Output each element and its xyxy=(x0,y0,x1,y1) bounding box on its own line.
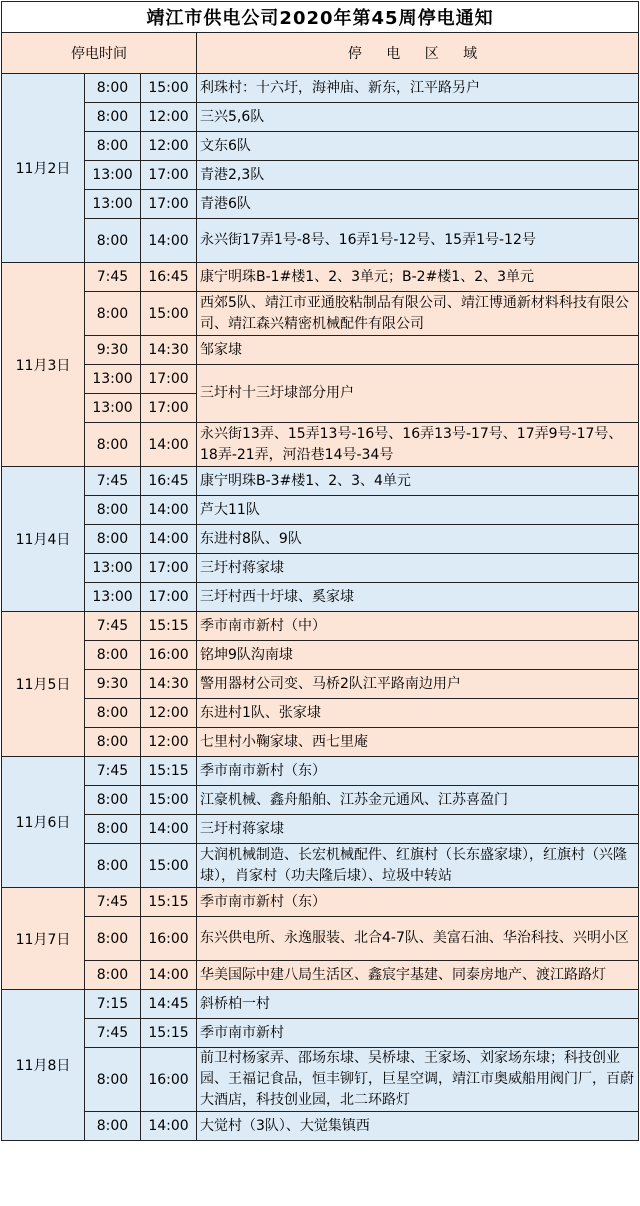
end-time: 14:00 xyxy=(141,496,197,525)
end-time: 17:00 xyxy=(141,365,197,394)
date-cell: 11月6日 xyxy=(2,757,85,888)
start-time: 7:45 xyxy=(85,263,141,292)
outage-row xyxy=(2,757,639,786)
end-time: 12:00 xyxy=(141,103,197,132)
area-cell: 季市南市新村 xyxy=(197,1019,639,1048)
end-time: 14:00 xyxy=(141,525,197,554)
area-cell: 江豪机械、鑫舟船舶、江苏金元通风、江苏喜盈门 xyxy=(197,786,639,815)
outage-row xyxy=(2,728,639,757)
outage-row xyxy=(2,525,639,554)
end-time: 15:15 xyxy=(141,1019,197,1048)
end-time: 17:00 xyxy=(141,583,197,612)
area-cell: 季市南市新村（东） xyxy=(197,757,639,786)
area-cell: 三圩村十三圩埭部分用户 xyxy=(197,365,639,423)
start-time: 8:00 xyxy=(85,1048,141,1112)
end-time: 12:00 xyxy=(141,699,197,728)
outage-row xyxy=(2,786,639,815)
start-time: 9:30 xyxy=(85,670,141,699)
start-time: 13:00 xyxy=(85,190,141,219)
end-time: 15:15 xyxy=(141,757,197,786)
date-cell: 11月5日 xyxy=(2,612,85,757)
outage-row xyxy=(2,103,639,132)
outage-row xyxy=(2,365,639,394)
end-time: 16:45 xyxy=(141,467,197,496)
start-time: 8:00 xyxy=(85,132,141,161)
date-cell: 11月4日 xyxy=(2,467,85,612)
end-time: 14:45 xyxy=(141,990,197,1019)
area-cell: 永兴街13弄、15弄13号-16号、16弄13号-17号、17弄9号-17号、18弄-21弄，河沿巷14号-34号 xyxy=(197,423,639,467)
start-time: 8:00 xyxy=(85,292,141,336)
start-time: 7:45 xyxy=(85,467,141,496)
end-time: 12:00 xyxy=(141,728,197,757)
area-cell: 铭坤9队沟南埭 xyxy=(197,641,639,670)
outage-row xyxy=(2,190,639,219)
outage-row xyxy=(2,336,639,365)
outage-row xyxy=(2,612,639,641)
area-cell: 西郊5队、靖江市亚通胶粘制品有限公司、靖江博通新材料科技有限公司、靖江森兴精密机械配件有限公司 xyxy=(197,292,639,336)
area-cell: 康宁明珠B-1#楼1、2、3单元；B-2#楼1、2、3单元 xyxy=(197,263,639,292)
start-time: 7:45 xyxy=(85,757,141,786)
outage-row xyxy=(2,641,639,670)
date-cell: 11月2日 xyxy=(2,74,85,263)
start-time: 8:00 xyxy=(85,786,141,815)
area-cell: 前卫村杨家弄、邵场东埭、吴桥埭、王家场、刘家场东埭；科技创业园、王福记食品，恒丰铆钉，巨星空调，靖江市奥威船用阀门厂，百蔚大酒店，科技创业园，北二环路灯 xyxy=(197,1048,639,1112)
start-time: 13:00 xyxy=(85,583,141,612)
area-cell: 斜桥柏一村 xyxy=(197,990,639,1019)
start-time: 13:00 xyxy=(85,394,141,423)
outage-row xyxy=(2,496,639,525)
end-time: 15:15 xyxy=(141,888,197,917)
area-cell: 七里村小鞠家埭、西七里庵 xyxy=(197,728,639,757)
start-time: 8:00 xyxy=(85,496,141,525)
area-cell: 青港2,3队 xyxy=(197,161,639,190)
end-time: 16:00 xyxy=(141,1048,197,1112)
start-time: 9:30 xyxy=(85,336,141,365)
header-time: 停电时间 xyxy=(2,33,197,74)
start-time: 8:00 xyxy=(85,423,141,467)
start-time: 8:00 xyxy=(85,917,141,961)
page-title: 靖江市供电公司2020年第45周停电通知 xyxy=(2,2,639,33)
outage-row xyxy=(2,1019,639,1048)
outage-row xyxy=(2,917,639,961)
outage-row xyxy=(2,423,639,467)
outage-row xyxy=(2,467,639,496)
area-cell: 三圩村蒋家埭 xyxy=(197,815,639,844)
start-time: 8:00 xyxy=(85,815,141,844)
outage-row xyxy=(2,670,639,699)
start-time: 8:00 xyxy=(85,844,141,888)
outage-row xyxy=(2,161,639,190)
end-time: 15:15 xyxy=(141,612,197,641)
end-time: 15:00 xyxy=(141,844,197,888)
start-time: 8:00 xyxy=(85,525,141,554)
area-cell: 永兴街17弄1号-8号、16弄1号-12号、15弄1号-12号 xyxy=(197,219,639,263)
outage-row xyxy=(2,219,639,263)
outage-row xyxy=(2,990,639,1019)
area-cell: 东进村1队、张家埭 xyxy=(197,699,639,728)
area-cell: 警用器材公司变、马桥2队江平路南边用户 xyxy=(197,670,639,699)
outage-row xyxy=(2,1112,639,1141)
start-time: 8:00 xyxy=(85,961,141,990)
end-time: 12:00 xyxy=(141,132,197,161)
start-time: 8:00 xyxy=(85,728,141,757)
outage-row xyxy=(2,815,639,844)
end-time: 17:00 xyxy=(141,190,197,219)
end-time: 17:00 xyxy=(141,394,197,423)
area-cell: 芦大11队 xyxy=(197,496,639,525)
area-cell: 季市南市新村（中） xyxy=(197,612,639,641)
start-time: 8:00 xyxy=(85,219,141,263)
start-time: 13:00 xyxy=(85,161,141,190)
date-cell: 11月8日 xyxy=(2,990,85,1141)
date-cell: 11月7日 xyxy=(2,888,85,990)
start-time: 8:00 xyxy=(85,74,141,103)
start-time: 13:00 xyxy=(85,554,141,583)
end-time: 14:00 xyxy=(141,1112,197,1141)
area-cell: 康宁明珠B-3#楼1、2、3、4单元 xyxy=(197,467,639,496)
start-time: 8:00 xyxy=(85,699,141,728)
header-area: 停 电 区 域 xyxy=(197,33,639,74)
outage-row xyxy=(2,699,639,728)
area-cell: 文东6队 xyxy=(197,132,639,161)
end-time: 16:00 xyxy=(141,641,197,670)
area-cell: 华美国际中建八局生活区、鑫宸宇基建、同泰房地产、渡江路路灯 xyxy=(197,961,639,990)
outage-row xyxy=(2,844,639,888)
outage-row xyxy=(2,554,639,583)
area-cell: 东进村8队、9队 xyxy=(197,525,639,554)
end-time: 14:00 xyxy=(141,815,197,844)
start-time: 8:00 xyxy=(85,641,141,670)
area-cell: 三圩村蒋家埭 xyxy=(197,554,639,583)
start-time: 8:00 xyxy=(85,1112,141,1141)
start-time: 13:00 xyxy=(85,365,141,394)
start-time: 7:15 xyxy=(85,990,141,1019)
area-cell: 利珠村：十六圩，海神庙、新东，江平路另户 xyxy=(197,74,639,103)
end-time: 14:00 xyxy=(141,219,197,263)
area-cell: 季市南市新村（东） xyxy=(197,888,639,917)
start-time: 7:45 xyxy=(85,612,141,641)
outage-row xyxy=(2,1048,639,1112)
outage-row xyxy=(2,74,639,103)
start-time: 7:45 xyxy=(85,1019,141,1048)
end-time: 16:00 xyxy=(141,917,197,961)
end-time: 16:45 xyxy=(141,263,197,292)
end-time: 14:30 xyxy=(141,336,197,365)
outage-row xyxy=(2,888,639,917)
outage-row xyxy=(2,583,639,612)
end-time: 17:00 xyxy=(141,161,197,190)
area-cell: 东兴供电所、永逸服装、北合4-7队、美富石油、华治科技、兴明小区 xyxy=(197,917,639,961)
area-cell: 三圩村西十圩埭、奚家埭 xyxy=(197,583,639,612)
area-cell: 大润机械制造、长宏机械配件、红旗村（长东盛家埭），红旗村（兴隆埭），肖家村（功夫隆后埭）、垃圾中转站 xyxy=(197,844,639,888)
outage-row xyxy=(2,961,639,990)
outage-row xyxy=(2,263,639,292)
outage-row xyxy=(2,292,639,336)
date-cell: 11月3日 xyxy=(2,263,85,467)
end-time: 14:00 xyxy=(141,961,197,990)
area-cell: 三兴5,6队 xyxy=(197,103,639,132)
area-cell: 大觉村（3队）、大觉集镇西 xyxy=(197,1112,639,1141)
end-time: 15:00 xyxy=(141,292,197,336)
outage-row xyxy=(2,132,639,161)
area-cell: 青港6队 xyxy=(197,190,639,219)
start-time: 8:00 xyxy=(85,103,141,132)
end-time: 14:30 xyxy=(141,670,197,699)
end-time: 15:00 xyxy=(141,786,197,815)
outage-table xyxy=(1,1,639,1141)
end-time: 17:00 xyxy=(141,554,197,583)
end-time: 15:00 xyxy=(141,74,197,103)
area-cell: 邹家埭 xyxy=(197,336,639,365)
end-time: 14:00 xyxy=(141,423,197,467)
start-time: 7:45 xyxy=(85,888,141,917)
